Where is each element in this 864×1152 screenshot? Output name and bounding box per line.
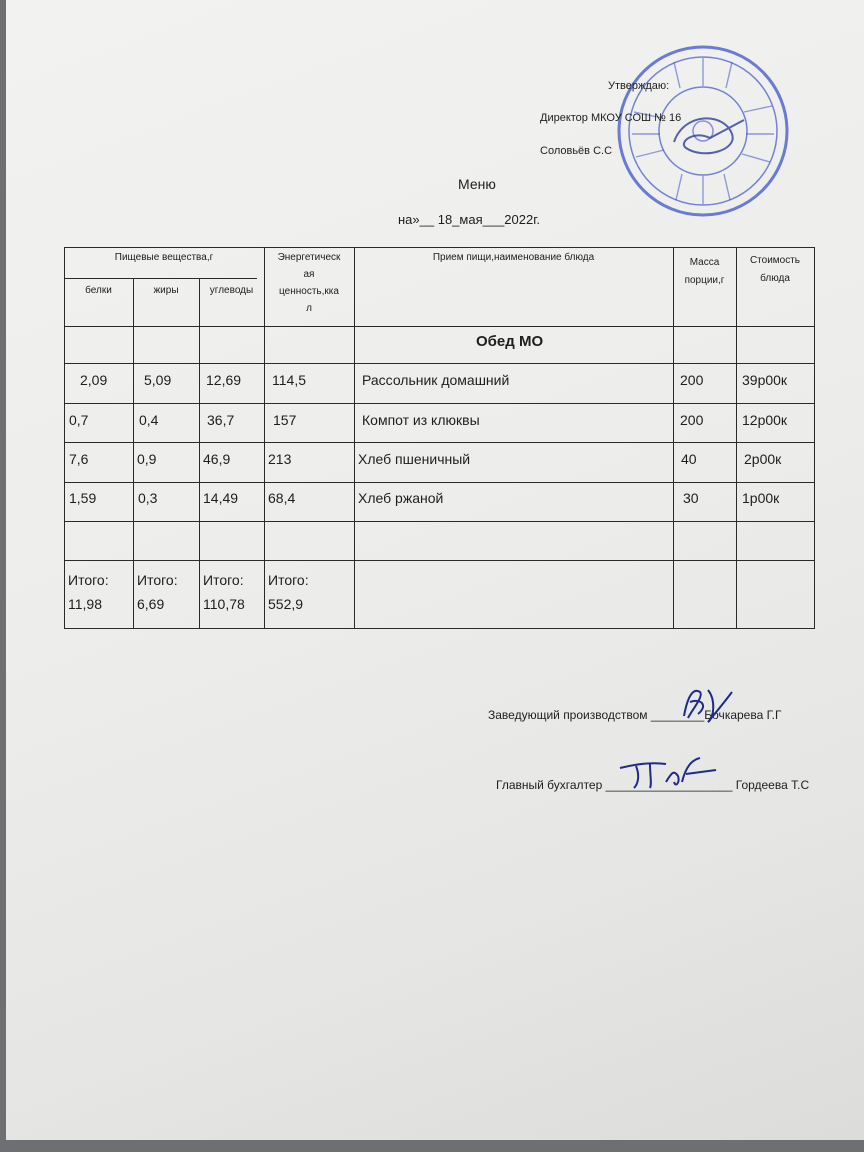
carbs-header: углеводы: [209, 285, 254, 296]
section-title: Обед МО: [476, 333, 544, 350]
row3-proteins: 7,6: [69, 451, 89, 467]
row1-mass: 200: [680, 372, 704, 388]
row3-dish: Хлеб пшеничный: [358, 451, 471, 467]
row4-dish: Хлеб ржаной: [358, 490, 444, 506]
accountant-signature-line: Главный бухгалтер ___________________ Гордеева Т.С: [496, 778, 810, 792]
menu-sheet: [6, 0, 864, 1140]
proteins-header: белки: [85, 285, 112, 296]
row1-energy: 114,5: [272, 372, 306, 388]
row3-mass: 40: [681, 451, 697, 467]
row2-dish: Компот из клюквы: [362, 412, 480, 428]
row2-proteins: 0,7: [69, 412, 89, 428]
row1-dish: Рассольник домашний: [362, 372, 510, 388]
row1-proteins: 2,09: [80, 372, 108, 388]
row1-cost: 39р00к: [742, 372, 788, 388]
row2-carbs: 36,7: [207, 412, 235, 428]
director-name: Соловьёв С.С: [540, 145, 613, 157]
row3-cost: 2р00к: [744, 451, 782, 467]
cost-header: Стоимость блюда: [749, 255, 801, 284]
production-head-signature: [678, 680, 738, 728]
row4-fats: 0,3: [138, 490, 158, 506]
meal-header: Прием пищи,наименование блюда: [432, 252, 595, 263]
row4-proteins: 1,59: [69, 490, 97, 506]
row3-carbs: 46,9: [203, 451, 231, 467]
energy-header: Энергетическ ая ценность,кка л: [277, 252, 341, 314]
production-head-signature-line: Заведующий производством ________Бочкарева Г.Г: [488, 708, 782, 722]
row1-carbs: 12,69: [206, 372, 242, 388]
total-proteins: Итого: 11,98: [68, 572, 109, 612]
nutrients-header: Пищевые вещества,г: [114, 252, 214, 263]
row2-energy: 157: [273, 412, 297, 428]
row1-fats: 5,09: [144, 372, 172, 388]
row3-energy: 213: [268, 451, 292, 467]
row4-carbs: 14,49: [203, 490, 239, 506]
round-stamp: [614, 42, 792, 220]
total-energy: Итого: 552,9: [268, 572, 309, 612]
row4-energy: 68,4: [268, 490, 296, 506]
director-title: Директор МКОУ СОШ № 16: [540, 112, 682, 124]
menu-date: на»__ 18_мая___2022г.: [398, 212, 540, 227]
row4-mass: 30: [683, 490, 699, 506]
approve-label: Утверждаю:: [608, 80, 670, 92]
total-fats: Итого: 6,69: [137, 572, 178, 612]
fats-header: жиры: [153, 285, 179, 296]
accountant-signature: [616, 752, 726, 792]
total-carbs: Итого: 110,78: [203, 572, 245, 612]
row2-mass: 200: [680, 412, 704, 428]
mass-header: Масса порции,г: [684, 257, 725, 286]
row2-cost: 12р00к: [742, 412, 788, 428]
page-title: Меню: [458, 176, 496, 192]
row4-cost: 1р00к: [742, 490, 780, 506]
row3-fats: 0,9: [137, 451, 157, 467]
row2-fats: 0,4: [139, 412, 159, 428]
